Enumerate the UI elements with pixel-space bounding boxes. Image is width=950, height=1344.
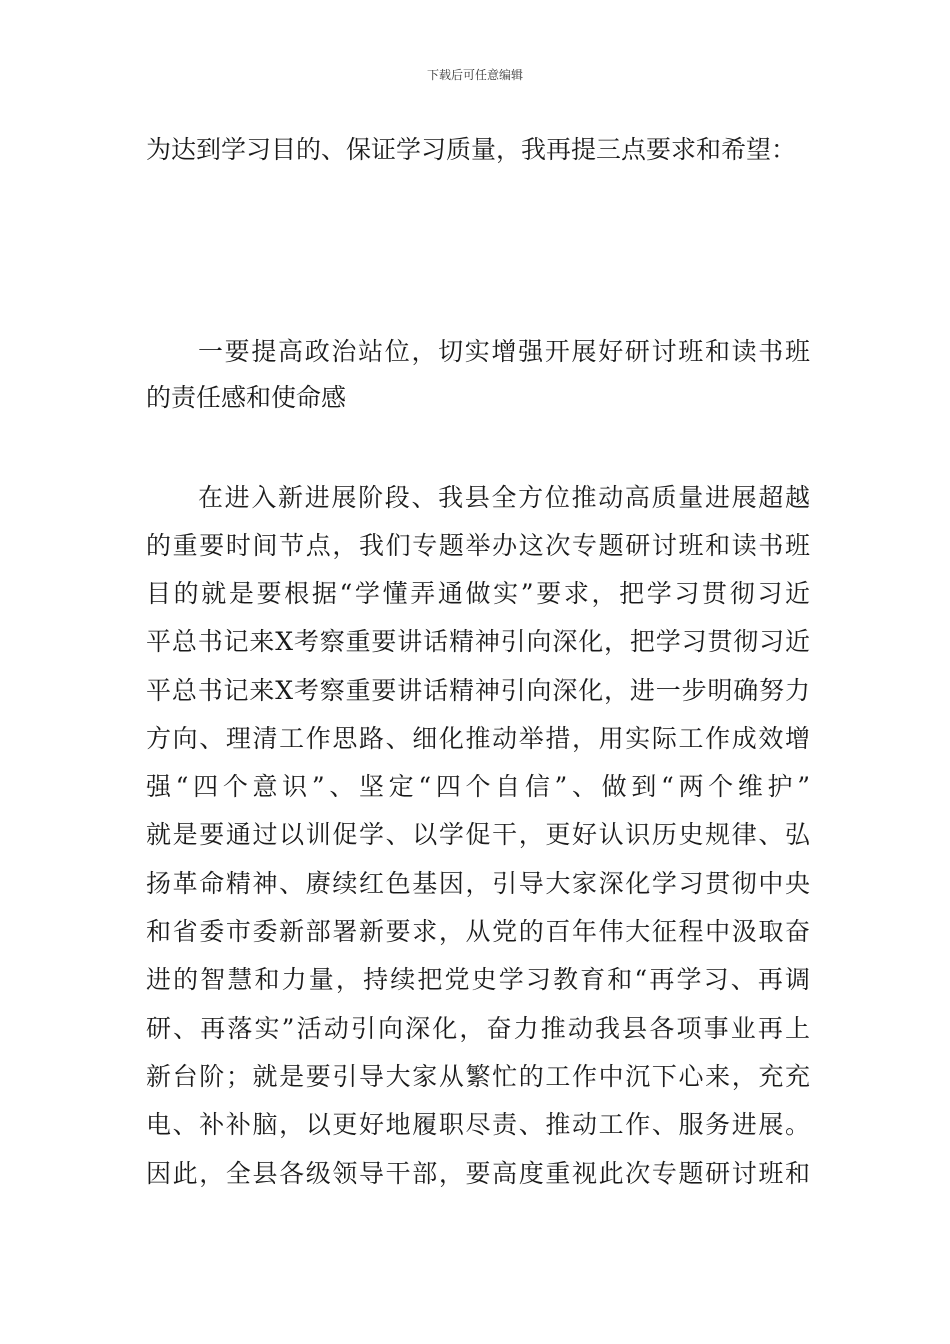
body-text-line: 强“四个意识”、坚定“四个自信”、做到“两个维护” xyxy=(146,772,810,801)
page-header-note: 下载后可任意编辑 xyxy=(426,68,523,82)
body-text-line: 新台阶；就是要引导大家从繁忙的工作中沉下心来，充充 xyxy=(146,1062,810,1091)
body-text-line: 方向、理清工作思路、细化推动举措，用实际工作成效增 xyxy=(146,724,810,753)
section-heading-line: 的责任感和使命感 xyxy=(146,383,347,412)
body-text-line: 研、再落实”活动引向深化，奋力推动我县各项事业再上 xyxy=(146,1014,810,1043)
body-text-line: 和省委市委新部署新要求，从党的百年伟大征程中汲取奋 xyxy=(146,917,810,946)
body-text-line: 就是要通过以训促学、以学促干，更好认识历史规律、弘 xyxy=(146,820,810,849)
body-text-line: 因此，全县各级领导干部，要高度重视此次专题研讨班和 xyxy=(146,1159,810,1188)
body-text-line: 平总书记来X考察重要讲话精神引向深化，进一步明确努力 xyxy=(146,676,810,705)
body-text-line: 扬革命精神、赓续红色基因，引导大家深化学习贯彻中央 xyxy=(146,869,810,898)
intro-line: 为达到学习目的、保证学习质量，我再提三点要求和希望： xyxy=(146,135,797,164)
body-text-line: 进的智慧和力量，持续把党史学习教育和“再学习、再调 xyxy=(146,965,810,994)
body-text-line: 电、补补脑，以更好地履职尽责、推动工作、服务进展。 xyxy=(146,1110,810,1139)
body-text-line: 在进入新进展阶段、我县全方位推动高质量进展超越 xyxy=(198,483,810,512)
section-heading-line: 一要提高政治站位，切实增强开展好研讨班和读书班 xyxy=(198,337,810,366)
body-text-line: 的重要时间节点，我们专题举办这次专题研讨班和读书班 xyxy=(146,531,810,560)
body-text-line: 平总书记来X考察重要讲话精神引向深化，把学习贯彻习近 xyxy=(146,627,810,656)
body-text-line: 目的就是要根据“学懂弄通做实”要求，把学习贯彻习近 xyxy=(146,579,810,608)
